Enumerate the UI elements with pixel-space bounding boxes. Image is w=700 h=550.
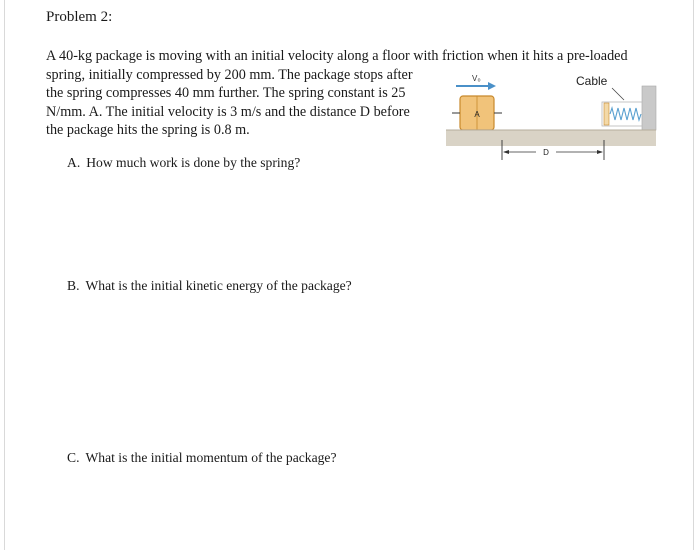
distance-label: D [543,148,549,157]
question-letter: A. [67,155,81,170]
velocity-arrowhead [488,82,496,90]
spring-package-figure [444,68,664,178]
dimension-arrowhead-right [597,150,603,154]
statement-line: A 40-kg package is moving with an initial velocity along a floor with friction when it hits a pre-loaded [46,48,628,64]
figure-svg [444,68,664,178]
page-border-left [4,0,5,550]
statement-line: the spring compresses 40 mm further. The spring constant is 25 [46,85,406,101]
spring-plate [604,103,609,125]
question-c [67,450,337,466]
question-letter: B. [67,278,80,293]
cable-label: Cable [576,74,608,88]
dimension-arrowhead-left [503,150,509,154]
statement-line: spring, initially compressed by 200 mm. The package stops after [46,66,413,83]
question-text: What is the initial kinetic energy of the package? [85,278,352,293]
velocity-label: V₀ [472,74,481,83]
question-text: What is the initial momentum of the package? [85,450,337,465]
package-label: A [474,110,480,119]
question-letter: C. [67,450,80,465]
question-text: How much work is done by the spring? [86,155,301,170]
problem-title: Problem 2: [46,9,113,25]
wall [642,86,656,130]
statement-line: the package hits the spring is 0.8 m. [46,122,250,138]
question-b [67,278,352,294]
question-a [67,155,300,171]
cable-leader-line [612,88,624,100]
statement-line: N/mm. A. The initial velocity is 3 m/s and the distance D before [46,103,410,120]
floor [446,130,656,146]
page-border-right [693,0,694,550]
